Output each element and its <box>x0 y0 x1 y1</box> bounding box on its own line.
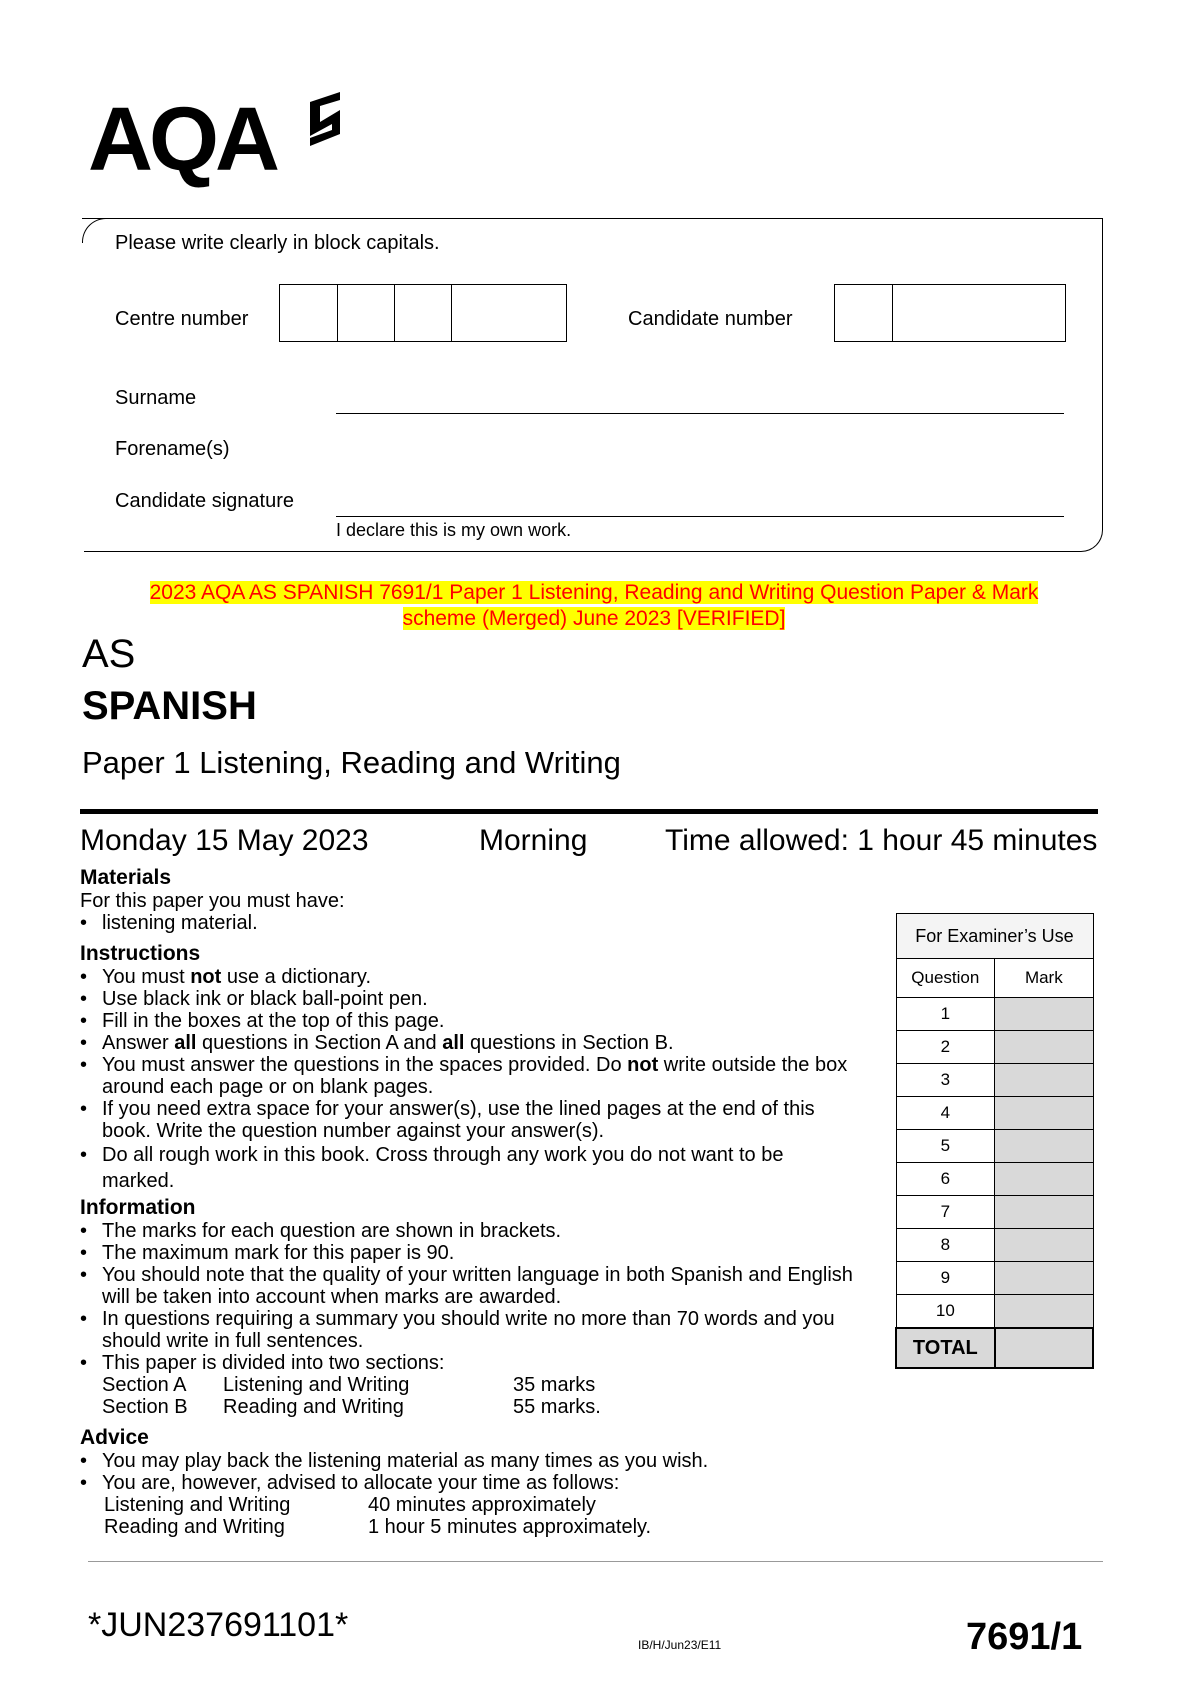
information-item: • The marks for each question are shown in brackets. <box>80 1220 870 1242</box>
declaration-text: I declare this is my own work. <box>336 520 572 540</box>
total-label: TOTAL <box>896 1328 995 1368</box>
mark-cell <box>995 1031 1093 1064</box>
table-row: 2 <box>896 1031 1093 1064</box>
aqa-logo: AQA <box>88 90 276 190</box>
mark-cell <box>995 1295 1093 1329</box>
exam-session: Morning <box>479 824 588 857</box>
table-row: 5 <box>896 1130 1093 1163</box>
materials-list <box>80 912 870 934</box>
surname-label: Surname <box>115 387 197 409</box>
information-item: • This paper is divided into two sections: <box>80 1352 870 1374</box>
exam-date: Monday 15 May 2023 <box>80 824 369 857</box>
examiner-use-table <box>895 913 1094 1369</box>
information-list <box>80 1220 870 1374</box>
barcode-text: *JUN237691101* <box>88 1606 349 1644</box>
advice-item: • You are, however, advised to allocate your time as follows: <box>80 1472 870 1494</box>
centre-number-input[interactable] <box>279 284 567 342</box>
allocation-row: Reading and Writing 1 hour 5 minutes approximately. <box>104 1516 652 1538</box>
section-row: Section B Reading and Writing 55 marks. <box>102 1396 601 1418</box>
allocation-row: Listening and Writing 40 minutes approximately <box>104 1494 596 1516</box>
materials-heading: Materials <box>80 866 172 889</box>
footer-divider <box>88 1561 1103 1562</box>
table-row: 10 <box>896 1295 1093 1329</box>
table-row: 4 <box>896 1097 1093 1130</box>
table-row: 8 <box>896 1229 1093 1262</box>
materials-item: • listening material. <box>80 912 870 934</box>
table-row: 9 <box>896 1262 1093 1295</box>
information-item: • You should note that the quality of your written language in both Spanish and English will be taken into account when marks are awarded. <box>80 1264 870 1308</box>
mark-cell <box>995 1196 1093 1229</box>
section-row: Section A Listening and Writing 35 marks <box>102 1374 596 1396</box>
time-allocation <box>80 1494 870 1538</box>
question-column-header: Question <box>896 959 995 998</box>
mark-cell <box>995 1163 1093 1196</box>
surname-field[interactable] <box>336 413 1064 414</box>
advice-list <box>80 1450 870 1494</box>
mark-cell <box>995 1130 1093 1163</box>
promo-banner <box>112 580 1076 632</box>
paper-code: 7691/1 <box>966 1616 1083 1658</box>
mark-column-header: Mark <box>995 959 1093 998</box>
candidate-number-label: Candidate number <box>628 308 793 330</box>
examiner-table-title: For Examiner’s Use <box>896 914 1093 959</box>
information-item: • In questions requiring a summary you should write no more than 70 words and you should write in full sentences. <box>80 1308 870 1352</box>
forenames-label: Forename(s) <box>115 438 230 460</box>
instruction-item: • Use black ink or black ball-point pen. <box>80 988 870 1010</box>
total-row <box>896 1328 1093 1368</box>
heading-divider <box>80 809 1098 814</box>
paper-title: Paper 1 Listening, Reading and Writing <box>82 745 621 780</box>
mark-cell <box>995 1097 1093 1130</box>
mark-cell <box>995 1229 1093 1262</box>
qualification-level: AS <box>82 632 136 676</box>
instruction-item: • You must not use a dictionary. <box>80 966 870 988</box>
instruction-item: • Answer all questions in Section A and all questions in Section B. <box>80 1032 870 1054</box>
sections-table <box>80 1374 870 1418</box>
centre-number-label: Centre number <box>115 308 249 330</box>
table-row: 7 <box>896 1196 1093 1229</box>
banner-line-2: scheme (Merged) June 2023 [VERIFIED] <box>402 607 786 630</box>
instruction-item: • If you need extra space for your answer(s), use the lined pages at the end of this book. Write the question number against your answer(s). <box>80 1098 870 1142</box>
aqa-logo-mark-icon <box>310 92 346 148</box>
advice-heading: Advice <box>80 1426 149 1449</box>
paper-reference: IB/H/Jun23/E11 <box>638 1638 722 1652</box>
signature-field[interactable] <box>336 516 1064 517</box>
signature-label: Candidate signature <box>115 490 295 512</box>
instructions-heading: Instructions <box>80 942 201 965</box>
mark-cell <box>995 1262 1093 1295</box>
instructions-list <box>80 966 870 1194</box>
table-row: 3 <box>896 1064 1093 1097</box>
instruction-item: • Fill in the boxes at the top of this page. <box>80 1010 870 1032</box>
information-heading: Information <box>80 1196 196 1219</box>
table-row: 1 <box>896 998 1093 1031</box>
candidate-number-input[interactable] <box>834 284 1066 342</box>
subject-title: SPANISH <box>82 684 257 728</box>
advice-item: • You may play back the listening material as many times as you wish. <box>80 1450 870 1472</box>
table-row: 6 <box>896 1163 1093 1196</box>
block-capitals-instruction: Please write clearly in block capitals. <box>115 232 440 254</box>
total-mark-cell <box>995 1328 1093 1368</box>
information-item: • The maximum mark for this paper is 90. <box>80 1242 870 1264</box>
mark-cell <box>995 998 1093 1031</box>
instruction-item: • You must answer the questions in the spaces provided. Do not write outside the box around each page or on blank pages. <box>80 1054 870 1098</box>
instruction-item: • Do all rough work in this book. Cross through any work you do not want to be marked. <box>80 1142 870 1194</box>
materials-intro: For this paper you must have: <box>80 890 345 912</box>
mark-cell <box>995 1064 1093 1097</box>
front-cover-text <box>80 866 870 1538</box>
banner-line-1: 2023 AQA AS SPANISH 7691/1 Paper 1 Listening, Reading and Writing Question Paper & Mark <box>149 581 1039 604</box>
time-allowed: Time allowed: 1 hour 45 minutes <box>665 824 1098 857</box>
